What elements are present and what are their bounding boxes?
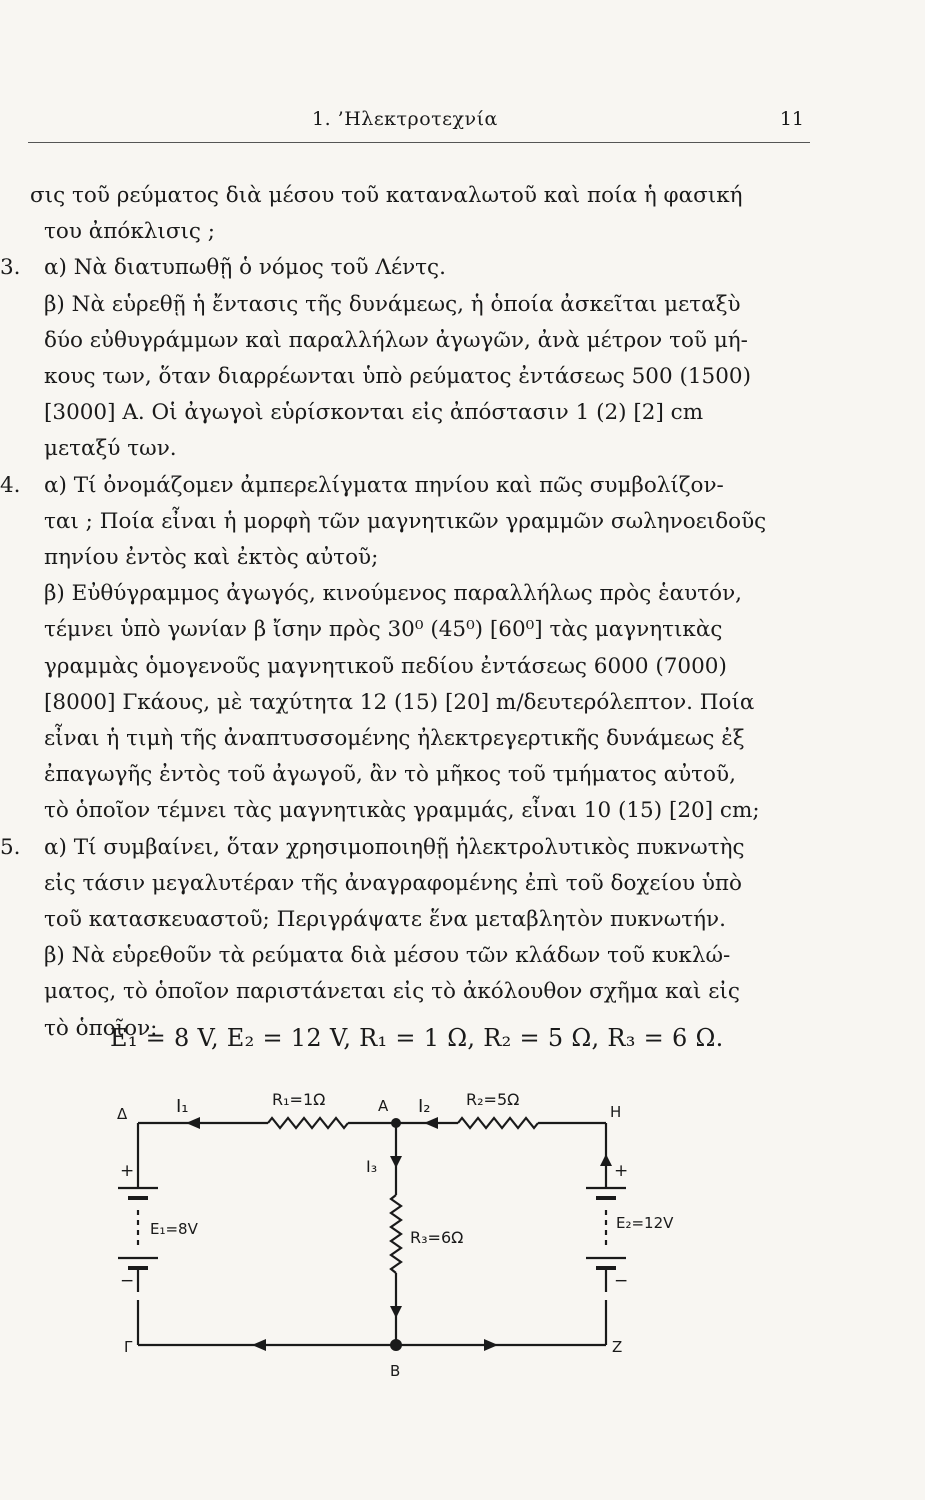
- page-number: 11: [779, 108, 804, 130]
- text-line: [8000] Γκάους, μὲ ταχύτητα 12 (15) [20] m/δευτερόλεπτον. Ποία: [44, 689, 755, 715]
- text-line: δύο εὐθυγράμμων καὶ παραλλήλων ἀγωγῶν, ἀνὰ μέτρον τοῦ μή-: [44, 327, 748, 353]
- node-label-a: A: [378, 1097, 389, 1115]
- arrow-bottom-right-icon: [484, 1339, 498, 1351]
- node-a-dot: [391, 1118, 401, 1128]
- arrow-i2-left-icon: [424, 1117, 438, 1129]
- exercise-4a: 4. α) Τί ὀνομάζομεν ἀμπερελίγματα πηνίου καὶ πῶς συμβολίζον-: [30, 468, 812, 504]
- polarity-plus-e2: +: [614, 1161, 629, 1181]
- source-label-e2: E₂=12V: [616, 1214, 674, 1232]
- text-line: ται ; Ποία εἶναι ἡ μορφὴ τῶν μαγνητικῶν γραμμῶν σωληνοειδοῦς: [44, 508, 767, 534]
- text-line: τὸ ὁποῖον:: [44, 1015, 158, 1041]
- resistor-label-r2: R₂=5Ω: [466, 1090, 520, 1109]
- text-line: του ἀπόκλισις ;: [44, 219, 216, 245]
- node-label-z: Z: [612, 1338, 623, 1356]
- exercise-number: 5.: [0, 834, 21, 860]
- text-line: τὸ ὁποῖον τέμνει τὰς μαγνητικὰς γραμμάς, εἶναι 10 (15) [20] cm;: [44, 798, 760, 824]
- node-label-gamma: Γ: [124, 1338, 133, 1356]
- exercise-4b: β) Εὐθύγραμμος ἀγωγός, κινούμενος παραλλήλως πρὸς ἑαυτόν,: [44, 581, 742, 607]
- node-label-b: B: [390, 1362, 401, 1380]
- resistor-label-r3: R₃=6Ω: [410, 1228, 464, 1247]
- text-line: μεταξύ των.: [44, 436, 177, 462]
- exercise-3b: β) Νὰ εὑρεθῇ ἡ ἔντασις τῆς δυνάμεως, ἡ ὁποία ἀσκεῖται μεταξὺ: [44, 291, 741, 317]
- arrow-i3-down-icon: [390, 1156, 402, 1168]
- text-line: τέμνει ὑπὸ γωνίαν β ἴσην πρὸς 30⁰ (45⁰) [60⁰] τὰς μαγνητικὰς: [44, 617, 723, 643]
- current-label-i2: I₂: [418, 1096, 431, 1117]
- text-line: πηνίου ἐντὸς καὶ ἐκτὸς αὐτοῦ;: [44, 545, 379, 571]
- resistor-r1: [268, 1118, 348, 1128]
- exercise-5a: 5. α) Τί συμβαίνει, ὅταν χρησιμοποιηθῇ ἠλεκτρολυτικὸς πυκνωτὴς: [30, 830, 812, 866]
- polarity-minus-e2: −: [614, 1271, 629, 1291]
- node-label-delta: Δ: [117, 1105, 128, 1123]
- text-line: γραμμὰς ὁμογενοῦς μαγνητικοῦ πεδίου ἐντάσεως 6000 (7000): [44, 653, 727, 679]
- resistor-label-r1: R₁=1Ω: [272, 1090, 326, 1109]
- text-line: ματος, τὸ ὁποῖον παριστάνεται εἰς τὸ ἀκόλουθον σχῆμα καὶ εἰς: [44, 979, 740, 1005]
- exercise-5b: β) Νὰ εὑρεθοῦν τὰ ρεύματα διὰ μέσου τῶν κλάδων τοῦ κυκλώ-: [44, 943, 731, 969]
- text-line: [3000] A. Οἱ ἀγωγοὶ εὑρίσκονται εἰς ἀπόστασιν 1 (2) [2] cm: [44, 400, 704, 426]
- polarity-plus-e1: +: [120, 1161, 135, 1181]
- node-label-h: H: [610, 1103, 622, 1121]
- resistor-r3: [391, 1195, 401, 1273]
- exercise-number: 3.: [0, 255, 21, 281]
- current-label-i1: I₁: [176, 1096, 189, 1117]
- current-label-i3: I₃: [366, 1157, 378, 1176]
- arrow-bottom-left-icon: [252, 1339, 266, 1351]
- arrow-i1-left-icon: [186, 1117, 200, 1129]
- source-label-e1: E₁=8V: [150, 1220, 198, 1238]
- chapter-title: 1. ’Ηλεκτροτεχνία: [312, 108, 498, 130]
- exercise-3a: 3. α) Νὰ διατυπωθῇ ὁ νόμος τοῦ Λέντς.: [30, 250, 812, 286]
- arrow-right-up-icon: [600, 1154, 612, 1166]
- text-line: ἐπαγωγῆς ἐντὸς τοῦ ἀγωγοῦ, ἂν τὸ μῆκος τοῦ τμήματος αὐτοῦ,: [44, 762, 736, 788]
- text-line: εἶναι ἡ τιμὴ τῆς ἀναπτυσσομένης ἠλεκτρεγερτικῆς δυνάμεως ἐξ: [44, 726, 745, 752]
- text-line: τοῦ κατασκευαστοῦ; Περιγράψατε ἕνα μεταβλητὸν πυκνωτήν.: [44, 907, 726, 933]
- text-line: εἰς τάσιν μεγαλυτέραν τῆς ἀναγραφομένης ἐπὶ τοῦ δοχείου ὑπὸ: [44, 870, 742, 896]
- exercise-number: 4.: [0, 472, 21, 498]
- polarity-minus-e1: −: [120, 1271, 135, 1291]
- resistor-r2: [458, 1118, 538, 1128]
- node-b-dot: [390, 1339, 402, 1351]
- arrow-middle-down-icon: [390, 1306, 402, 1318]
- given-values-formula: E₁ = 8 V, E₂ = 12 V, R₁ = 1 Ω, R₂ = 5 Ω, R₃ = 6 Ω.: [110, 1024, 724, 1052]
- text-line: κους των, ὅταν διαρρέωνται ὑπὸ ρεύματος ἐντάσεως 500 (1500): [44, 364, 751, 390]
- text-line: σις τοῦ ρεύματος διὰ μέσου τοῦ καταναλωτοῦ καὶ ποία ἡ φασική: [30, 183, 743, 208]
